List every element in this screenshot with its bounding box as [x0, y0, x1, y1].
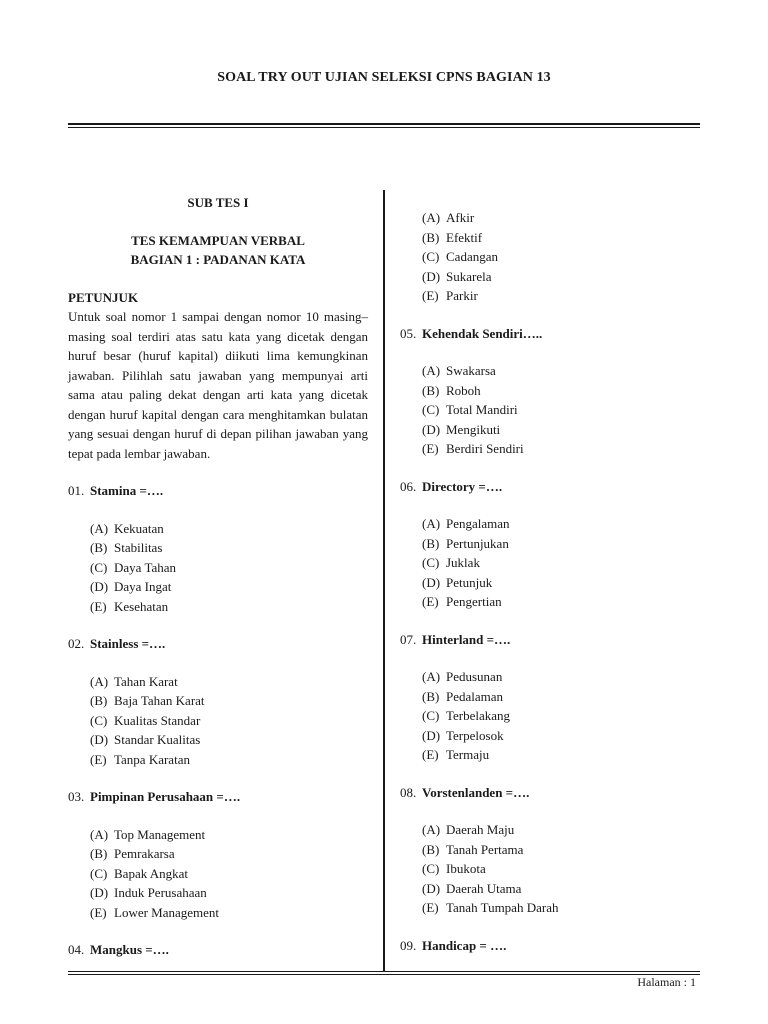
option-text: Daya Ingat — [114, 579, 172, 594]
question-prompt — [400, 630, 700, 650]
question-word: Hinterland =…. — [422, 631, 511, 647]
option-text: Stabilitas — [114, 540, 163, 555]
answer-option[interactable] — [422, 745, 700, 765]
answer-option[interactable] — [422, 400, 700, 420]
answer-option[interactable] — [422, 879, 700, 899]
option-text: Lower Management — [114, 904, 220, 920]
option-letter: (B) — [422, 841, 440, 857]
option-text: Kekuatan — [114, 520, 164, 536]
option-text: Standar Kualitas — [114, 732, 201, 747]
answer-option[interactable] — [422, 381, 700, 401]
option-text: Ibukota — [446, 861, 486, 876]
question-options — [400, 820, 700, 918]
question-number: 05. — [400, 325, 417, 341]
question-number: 03. — [68, 789, 85, 804]
answer-option[interactable] — [422, 687, 700, 707]
answer-option[interactable] — [422, 208, 700, 228]
option-text: Efektif — [446, 229, 483, 245]
answer-option[interactable] — [90, 825, 368, 845]
option-letter: (D) — [90, 579, 109, 594]
answer-option[interactable] — [422, 573, 700, 593]
answer-option[interactable] — [422, 228, 700, 248]
question-word: Mangkus =…. — [90, 942, 169, 957]
option-text: Tahan Karat — [114, 673, 178, 689]
option-text: Petunjuk — [446, 574, 493, 590]
question — [400, 630, 700, 765]
answer-option[interactable] — [422, 514, 700, 534]
answer-option[interactable] — [90, 538, 368, 558]
option-letter: (E) — [90, 751, 107, 767]
answer-option[interactable] — [90, 903, 368, 923]
question — [400, 477, 700, 612]
answer-option[interactable] — [90, 558, 368, 578]
answer-option[interactable] — [422, 439, 700, 459]
question-number: 01. — [68, 483, 85, 498]
option-letter: (E) — [422, 747, 439, 762]
question-number: 07. — [400, 631, 417, 647]
option-letter: (E) — [422, 288, 439, 303]
subtest-title: SUB TES I — [187, 195, 249, 210]
option-text: Daya Tahan — [114, 559, 177, 575]
option-text: Kualitas Standar — [114, 712, 201, 728]
option-text: Mengikuti — [446, 421, 501, 437]
question-options — [68, 672, 368, 770]
option-letter: (E) — [422, 594, 439, 609]
option-letter: (B) — [90, 846, 108, 861]
option-letter: (C) — [90, 559, 108, 575]
answer-option[interactable] — [422, 840, 700, 860]
option-letter: (D) — [422, 727, 441, 743]
option-letter: (A) — [422, 516, 441, 531]
option-letter: (A) — [422, 669, 441, 684]
option-letter: (A) — [90, 520, 109, 536]
question-options — [68, 825, 368, 923]
question-options — [400, 514, 700, 612]
question-options — [400, 361, 700, 459]
option-text: Juklak — [446, 555, 480, 570]
answer-option[interactable] — [422, 247, 700, 267]
answer-option[interactable] — [422, 553, 700, 573]
question-prompt — [400, 324, 700, 344]
option-letter: (E) — [90, 598, 107, 614]
option-letter: (C) — [422, 555, 440, 570]
answer-option[interactable] — [422, 898, 700, 918]
question — [68, 787, 368, 922]
answer-option[interactable] — [90, 750, 368, 770]
answer-option[interactable] — [422, 859, 700, 879]
question-prompt — [400, 477, 700, 497]
section-heading-2: BAGIAN 1 : PADANAN KATA — [130, 252, 306, 267]
instructions-text: Untuk soal nomor 1 sampai dengan nomor 10 masing–masing soal terdiri atas satu kata yang dicetak dengan huruf besar (huruf kapital) diikuti lima kemungkinan jawaban. Pilihlah satu jawaban yang mempunyai arti sama atau paling dekat dengan arti kata yang dicetak dengan huruf kapital dengan cara menghitamkan bulatan yang sesuai dengan huruf di depan pilihan jawaban yang tepat pada lembar jawaban. — [68, 309, 368, 461]
option-letter: (B) — [422, 229, 440, 245]
question-word: Directory =…. — [422, 478, 503, 494]
section-heading-1: TES KEMAMPUAN VERBAL — [131, 232, 305, 248]
option-text: Tanah Pertama — [446, 841, 524, 857]
option-letter: (A) — [422, 363, 441, 378]
option-letter: (A) — [422, 822, 441, 837]
option-letter: (D) — [422, 421, 441, 437]
option-text: Kesehatan — [114, 598, 169, 614]
answer-option[interactable] — [90, 597, 368, 617]
question-prompt — [68, 787, 368, 807]
option-letter: (E) — [90, 904, 107, 920]
question — [400, 936, 700, 956]
page-number: Halaman : 1 — [637, 975, 696, 989]
question-number: 02. — [68, 636, 85, 651]
answer-option[interactable] — [422, 267, 700, 287]
option-text: Daerah Maju — [446, 822, 515, 837]
left-column — [68, 193, 368, 960]
right-question-list — [400, 324, 700, 956]
answer-option[interactable] — [422, 706, 700, 726]
question-word: Pimpinan Perusahaan =…. — [90, 789, 241, 804]
option-text: Baja Tahan Karat — [114, 693, 205, 708]
right-column — [400, 208, 700, 955]
option-text: Parkir — [446, 288, 478, 303]
answer-option[interactable] — [90, 691, 368, 711]
answer-option[interactable] — [90, 519, 368, 539]
question-number: 06. — [400, 478, 417, 494]
question — [68, 940, 368, 960]
option-letter: (D) — [422, 574, 441, 590]
q04-options — [400, 208, 700, 306]
option-text: Pemrakarsa — [114, 846, 175, 861]
option-text: Top Management — [114, 826, 206, 842]
option-text: Swakarsa — [446, 363, 496, 378]
option-letter: (D) — [90, 732, 109, 747]
option-text: Pengertian — [446, 594, 502, 609]
instructions-heading: PETUNJUK — [68, 289, 139, 305]
answer-option[interactable] — [90, 672, 368, 692]
question-word: Kehendak Sendiri….. — [422, 325, 543, 341]
option-letter: (D) — [422, 880, 441, 896]
option-letter: (A) — [90, 673, 109, 689]
option-letter: (E) — [422, 900, 439, 915]
answer-option[interactable] — [422, 820, 700, 840]
option-text: Roboh — [446, 382, 481, 398]
question — [68, 634, 368, 769]
option-letter: (C) — [422, 861, 440, 876]
answer-option[interactable] — [422, 592, 700, 612]
question-word: Stamina =…. — [90, 483, 164, 498]
document-title: SOAL TRY OUT UJIAN SELEKSI CPNS BAGIAN 13 — [217, 70, 551, 85]
option-text: Terbelakang — [446, 708, 511, 723]
option-text: Pedusunan — [446, 669, 503, 684]
footer-rule-2 — [68, 974, 700, 975]
option-text: Induk Perusahaan — [114, 885, 207, 900]
option-letter: (B) — [422, 535, 440, 551]
option-letter: (B) — [422, 688, 440, 704]
option-letter: (C) — [90, 865, 108, 881]
option-text: Terpelosok — [446, 727, 504, 743]
question-word: Handicap = …. — [422, 937, 507, 953]
option-text: Berdiri Sendiri — [446, 441, 524, 456]
answer-option[interactable] — [422, 361, 700, 381]
option-letter: (C) — [422, 402, 440, 417]
question-word: Stainless =…. — [90, 636, 166, 651]
answer-option[interactable] — [90, 883, 368, 903]
question-number: 09. — [400, 937, 417, 953]
option-letter: (B) — [90, 540, 108, 555]
option-letter: (C) — [422, 708, 440, 723]
option-letter: (B) — [90, 693, 108, 708]
answer-option[interactable] — [422, 667, 700, 687]
column-divider — [383, 190, 385, 971]
question-number: 08. — [400, 784, 417, 800]
question-prompt — [68, 940, 368, 960]
option-text: Daerah Utama — [446, 880, 522, 896]
answer-option[interactable] — [422, 286, 700, 306]
option-text: Total Mandiri — [446, 402, 518, 417]
section-heading — [68, 231, 368, 270]
option-text: Pengalaman — [446, 516, 510, 531]
question — [400, 783, 700, 918]
option-letter: (E) — [422, 441, 439, 456]
question-prompt — [68, 481, 368, 501]
question-prompt — [400, 783, 700, 803]
option-letter: (A) — [422, 210, 441, 225]
header-rule-thick — [68, 123, 700, 125]
option-text: Pedalaman — [446, 688, 504, 704]
answer-option[interactable] — [90, 844, 368, 864]
option-letter: (C) — [90, 712, 108, 728]
option-text: Pertunjukan — [446, 535, 509, 551]
option-letter: (D) — [422, 268, 441, 284]
answer-option[interactable] — [90, 730, 368, 750]
question-word: Vorstenlanden =…. — [422, 784, 530, 800]
footer-rule-1 — [68, 971, 700, 972]
option-text: Tanah Tumpah Darah — [446, 900, 559, 915]
option-text: Bapak Angkat — [114, 865, 189, 881]
answer-option[interactable] — [90, 711, 368, 731]
answer-option[interactable] — [422, 726, 700, 746]
option-text: Afkir — [446, 210, 475, 225]
answer-option[interactable] — [90, 864, 368, 884]
question — [68, 481, 368, 616]
option-text: Cadangan — [446, 249, 498, 264]
option-letter: (D) — [90, 885, 109, 900]
option-letter: (B) — [422, 382, 440, 398]
question-prompt — [68, 634, 368, 654]
option-text: Tanpa Karatan — [114, 751, 190, 767]
question-number: 04. — [68, 942, 85, 957]
question-prompt — [400, 936, 700, 956]
option-letter: (A) — [90, 826, 109, 842]
answer-option[interactable] — [422, 534, 700, 554]
header-rule-thin — [68, 127, 700, 128]
option-text: Termaju — [446, 747, 490, 762]
option-text: Sukarela — [446, 268, 492, 284]
answer-option[interactable] — [422, 420, 700, 440]
left-question-list — [68, 481, 368, 960]
question — [400, 324, 700, 459]
question-options — [400, 667, 700, 765]
question-options — [68, 519, 368, 617]
answer-option[interactable] — [90, 577, 368, 597]
option-letter: (C) — [422, 249, 440, 264]
